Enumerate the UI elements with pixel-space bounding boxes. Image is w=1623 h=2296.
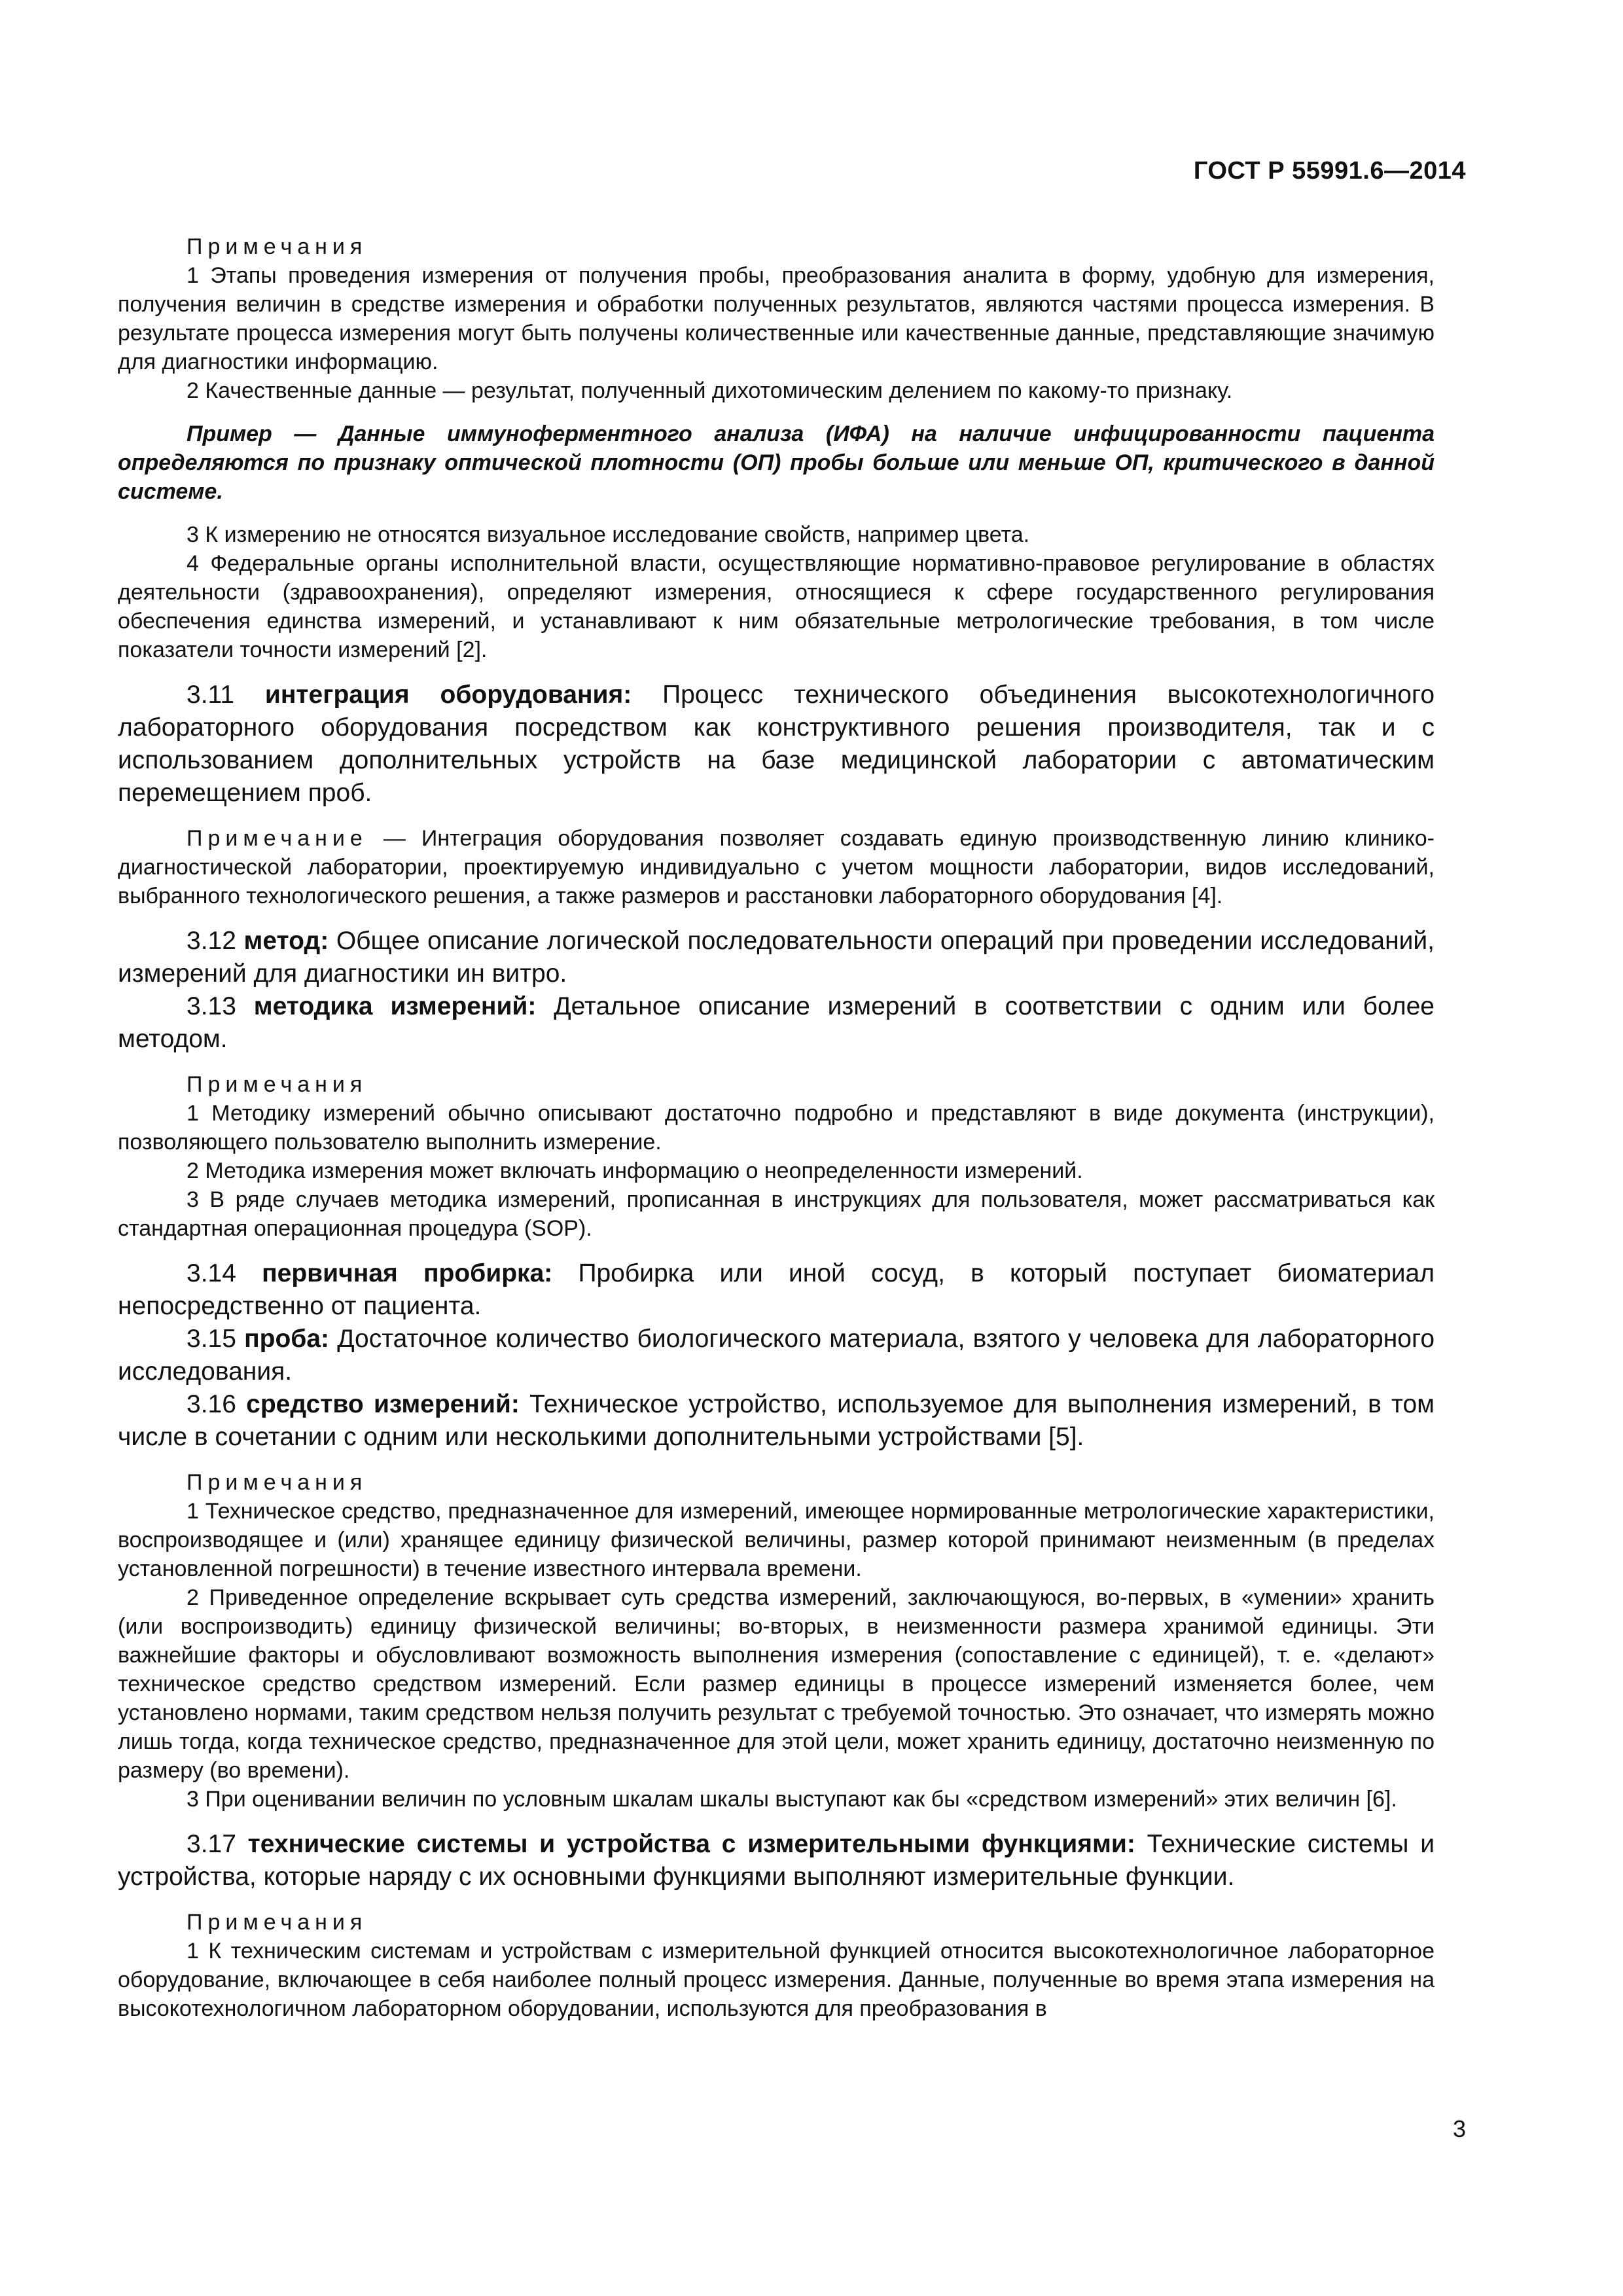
note-item	[118, 824, 1435, 910]
term-entry-3-12	[118, 925, 1435, 990]
note-item: 2 Приведенное определение вскрывает суть средства измерений, заключающуюся, во-первых, в «умении» хранить (или воспроизводить) единицу физической величины; во-вторых, в неизменности размера хранимой единицы. Эти важнейшие факторы и обусловливают возможность выполнения измерения (сопоставление с единицей), т. е. «делают» техническое средство средством измерений. Если размер единицы в процессе измерений изменяется более, чем установлено нормами, таким средством нельзя получить результат с требуемой точностью. Это означает, что измерять можно лишь тогда, когда техническое средство, предназначенное для этой цели, может хранить единицу, достаточно неизменную по размеру (во времени).	[118, 1585, 1435, 1783]
note-item: 4 Федеральные органы исполнительной власти, осуществляющие нормативно-правовое регулирование в областях деятельности (здравоохранения), определяют измерения, относящиеся к сфере государственного регулирования обеспечения единства измерений, и устанавливают к ним обязательные метрологические требования, в том числе показатели точности измерений [2].	[118, 551, 1435, 662]
example-paragraph: Пример — Данные иммуноферментного анализа (ИФА) на наличие инфицированности пациента определяются по признаку оптической плотности (ОП) пробы больше или меньше ОП, критического в данной системе.	[118, 422, 1435, 504]
note-item: 1 Методику измерений обычно описывают достаточно подробно и представляют в виде документа (инструкции), позволяющего пользователю выполнить измерение.	[118, 1101, 1435, 1155]
term-name: интеграция оборудования:	[264, 681, 632, 709]
note-item: 1 Техническое средство, предназначенное для измерений, имеющее нормированные метрологические характеристики, воспроизводящее и (или) хранящее единицу физической величины, размер которой принимают неизменным (в пределах установленной погрешности) в течение известного интервала времени.	[118, 1499, 1435, 1581]
note-text: — Интеграция оборудования позволяет создавать единую производственную линию клинико-диагностической лаборатории, проектируемую индивидуально с учетом мощности лаборатории, видов исследований, выбранного технологического решения, а также размеров и расстановки лабораторного оборудования [4].	[118, 826, 1435, 908]
note-item: 1 К техническим системам и устройствам с измерительной функцией относится высокотехнологичное лабораторное оборудование, включающее в себя наиболее полный процесс измерения. Данные, полученные во время этапа измерения на высокотехнологичном лабораторном оборудовании, используются для преобразования в	[118, 1939, 1435, 2021]
document-designation: ГОСТ Р 55991.6—2014	[1193, 157, 1466, 185]
notes-heading: Примечания	[187, 234, 368, 259]
note-item: 1 Этапы проведения измерения от получения пробы, преобразования аналита в форму, удобную для измерения, получения величин в средстве измерения и обработки полученных результатов, являются частями процесса измерения. В результате процесса измерения могут быть получены количественные или качественные данные, представляющие значимую для диагностики информацию.	[118, 263, 1435, 374]
term-number: 3.14	[187, 1259, 236, 1287]
notes-heading: Примечания	[187, 1910, 368, 1935]
term-entry-3-13	[118, 990, 1435, 1056]
page-number: 3	[1452, 2115, 1466, 2142]
notes-heading: Примечания	[187, 1470, 368, 1495]
note-item: 3 При оценивании величин по условным шкалам шкалы выступают как бы «средством измерений» этих величин [6].	[187, 1787, 1397, 1812]
term-name: средство измерений:	[246, 1390, 520, 1418]
term-name: проба:	[244, 1325, 330, 1353]
term-name: методика измерений:	[253, 992, 537, 1020]
term-definition: Достаточное количество биологического материала, взятого у человека для лабораторного исследования.	[118, 1325, 1435, 1386]
term-name: первичная пробирка:	[262, 1259, 553, 1287]
note-item: 3 В ряде случаев методика измерений, прописанная в инструкциях для пользователя, может рассматриваться как стандартная операционная процедура (SOP).	[118, 1187, 1435, 1241]
term-definition: Процесс технического объединения высокотехнологичного лабораторного оборудования посредством как конструктивного решения производителя, так и с использованием дополнительных устройств на базе медицинской лаборатории с автоматическим перемещением проб.	[118, 681, 1435, 807]
term-definition: Общее описание логической последовательности операций при проведении исследований, измерений для диагностики ин витро.	[118, 927, 1435, 988]
term-number: 3.13	[187, 992, 236, 1020]
term-definition: Технические системы и устройства, которые наряду с их основными функциями выполняют измерительные функции.	[118, 1830, 1435, 1891]
term-entry-3-14	[118, 1257, 1435, 1323]
term-entry-3-11	[118, 679, 1435, 810]
note-item: 3 К измерению не относятся визуальное исследование свойств, например цвета.	[187, 522, 1030, 547]
term-entry-3-15	[118, 1323, 1435, 1388]
term-number: 3.11	[187, 681, 235, 709]
term-entry-3-16	[118, 1388, 1435, 1454]
term-definition: Детальное описание измерений в соответствии с одним или более методом.	[118, 992, 1435, 1053]
term-name: метод:	[243, 927, 329, 955]
term-definition: Техническое устройство, используемое для выполнения измерений, в том числе в сочетании с одним или несколькими дополнительными устройствами [5].	[118, 1390, 1435, 1451]
term-number: 3.15	[187, 1325, 236, 1353]
term-name: технические системы и устройства с измерительными функциями:	[247, 1830, 1135, 1858]
note-item: 2 Качественные данные — результат, полученный дихотомическим делением по какому-то признаку.	[187, 378, 1233, 403]
note-item: 2 Методика измерения может включать информацию о неопределенности измерений.	[187, 1158, 1083, 1183]
term-definition: Пробирка или иной сосуд, в который поступает биоматериал непосредственно от пациента.	[118, 1259, 1435, 1320]
page-body	[118, 232, 1435, 2023]
term-number: 3.16	[187, 1390, 236, 1418]
term-entry-3-17	[118, 1828, 1435, 1893]
term-number: 3.17	[187, 1830, 236, 1858]
notes-heading: Примечания	[187, 1072, 368, 1097]
note-label: Примечание	[187, 826, 368, 851]
term-number: 3.12	[187, 927, 236, 955]
